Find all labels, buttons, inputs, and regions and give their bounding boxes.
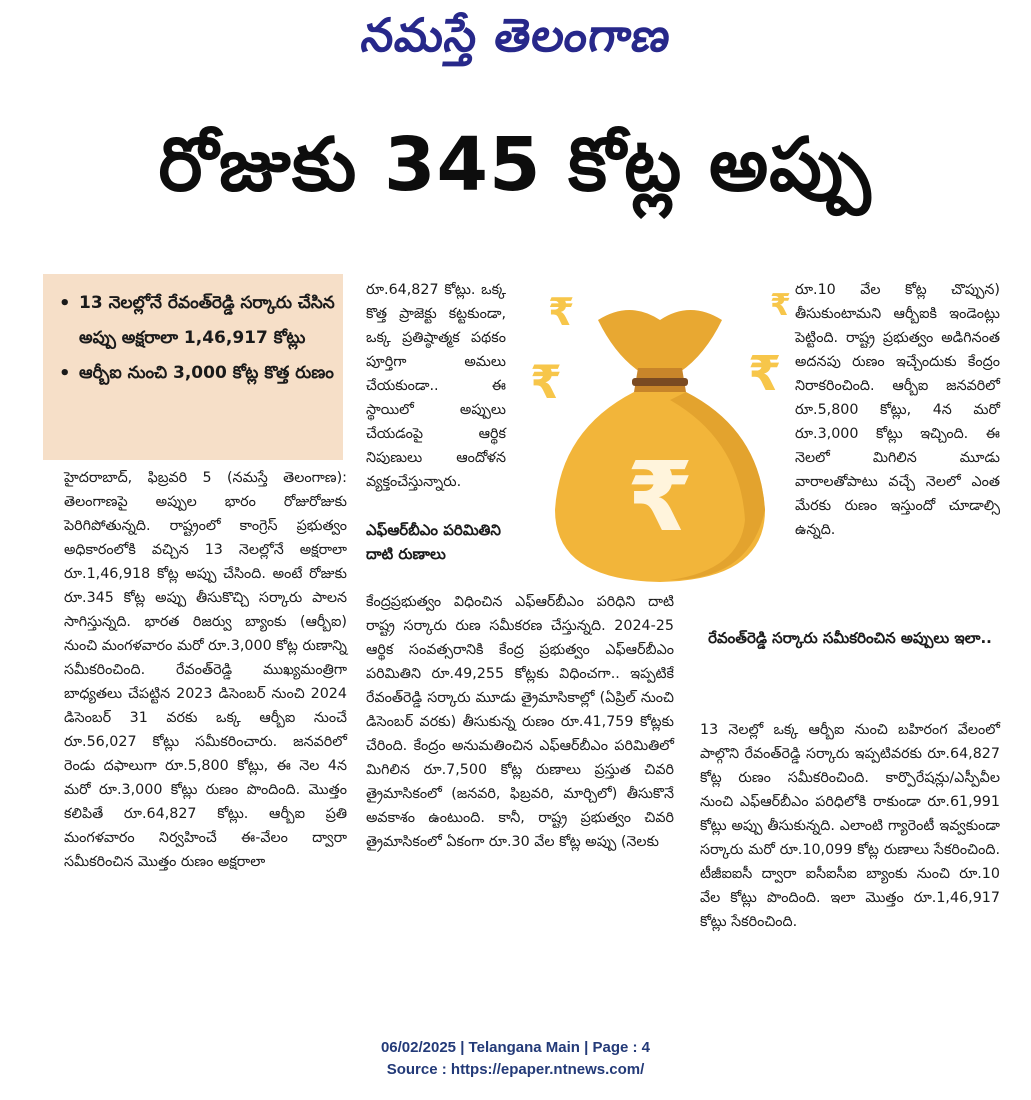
article-column-1	[64, 466, 347, 874]
highlight-item	[57, 356, 335, 391]
subheading-loans-summary: రేవంత్‌రెడ్డి సర్కారు సమీకరించిన అప్పులు ఇలా..	[708, 629, 992, 647]
article-headline: రోజుకు 345 కోట్ల అప్పు	[158, 122, 872, 208]
article-column-2-top	[366, 278, 506, 494]
page-footer	[0, 1037, 1031, 1081]
article-column-3-top	[795, 278, 1000, 542]
article-column-2-bottom	[366, 590, 674, 854]
masthead-logo-text: నమస్తే తెలంగాణ	[357, 8, 675, 62]
body-text: హైదరాబాద్, ఫిబ్రవరి 5 (నమస్తే తెలంగాణ): తెలంగాణపై అప్పుల భారం రోజురోజుకు పెరిగిపోతున్నది. రాష్ట్రంలో కాంగ్రెస్ ప్రభుత్వం అధికారంలోకి వచ్చిన 13 నెలల్లోనే అక్షరాలా రూ.1,46,918 కోట్ల అప్పు చేసింది. అంటే రోజుకు రూ.345 కోట్ల అప్పు తీసుకొచ్చి సర్కారు పాలన సాగిస్తున్నది. భారత రిజర్వు బ్యాంకు (ఆర్బీఐ) నుంచి మంగళవారం మరో రూ.3,000 కోట్ల రుణాన్ని సమీకరించింది. రేవంత్‌రెడ్డి ముఖ్యమంత్రిగా బాధ్యతలు చేపట్టిన 2023 డిసెంబర్ నుంచి 2024 డిసెంబర్ 31 వరకు ఒక్క ఆర్బీఐ నుంచే రూ.56,027 కోట్లు సమీకరించారు. జనవరిలో రెండు దఫాలుగా రూ.5,800 కోట్లు, ఈ నెల 4న మరో రూ.3,000 కోట్లు రుణం పొందింది. మొత్తం కలిపితే రూ.64,827 కోట్లు. ఆర్బీఐ ప్రతి మంగళవారం నిర్వహించే ఈ-వేలం ద్వారా సమీకరించిన మొత్తం రుణం అక్షరాలా	[64, 470, 347, 870]
footer-date-page: 06/02/2025 | Telangana Main | Page : 4	[380, 1039, 651, 1056]
highlights-box	[43, 274, 343, 460]
highlight-item	[57, 286, 335, 356]
body-text: కేంద్రప్రభుత్వం విధించిన ఎఫ్ఆర్‌బీఎం పరిధిని దాటి రాష్ట్ర సర్కారు రుణ సమీకరణ చేస్తున్నది. 2024-25 ఆర్థిక సంవత్సరానికి కేంద్ర ప్రభుత్వం ఎఫ్ఆర్‌బీఎం పరిమితిని రూ.49,255 కోట్లకు విధించగా.. ఇప్పటికే రేవంత్‌రెడ్డి సర్కారు మూడు త్రైమాసికాల్లో (ఏప్రిల్ నుంచి డిసెంబర్ వరకు) తీసుకున్న రుణం రూ.41,759 కోట్లకు చేరింది. కేంద్రం అనుమతించిన ఎఫ్ఆర్‌బీఎం పరిమితిలో మిగిలిన రూ.7,500 కోట్ల రుణాలు ప్రస్తుత చివరి త్రైమాసికంలో (జనవరి, ఫిబ్రవరి, మార్చిలో) తీసుకొనే అవకాశం ఉంటుంది. కానీ, రాష్ట్ర ప్రభుత్వం చివరి త్రైమాసికంలో ఏకంగా రూ.30 వేల కోట్ల అప్పు (నెలకు	[366, 594, 674, 850]
highlight-text: ఆర్బీఐ నుంచి 3,000 కోట్ల కొత్త రుణం	[79, 363, 334, 383]
svg-text:₹: ₹	[770, 288, 791, 323]
article-column-3-bottom	[700, 718, 1000, 934]
money-bag-illustration	[520, 280, 800, 590]
newspaper-masthead	[0, 8, 1031, 78]
body-text: రూ.10 వేల కోట్ల చొప్పున) తీసుకుంటామని ఆర్బీఐకి ఇండెంట్లు పెట్టింది. రాష్ట్ర ప్రభుత్వం అడిగినంత అదనపు రుణం ఇచ్చేందుకు కేంద్రం నిరాకరించింది. ఆర్బీఐ జనవరిలో రూ.5,800 కోట్లు, 4న మరో రూ.3,000 కోట్లు ఇచ్చింది. ఈ నెలలో మిగిలిన మూడు వారాలతోపాటు వచ్చే నెలలో ఎంత మేరకు రుణం ఇస్తుందో చూడాల్సి ఉన్నది.	[795, 282, 1000, 538]
svg-text:₹: ₹	[548, 290, 575, 334]
rupee-icon: ₹	[626, 441, 694, 553]
body-text: 13 నెలల్లో ఒక్క ఆర్బీఐ నుంచి బహిరంగ వేలంలో పాల్గొని రేవంత్‌రెడ్డి సర్కారు ఇప్పటివరకు రూ.64,827 కోట్ల రుణం సమీకరించింది. కార్పొరేషన్లు/ఎస్పీవీల నుంచి ఎఫ్ఆర్‌బీఎం పరిధిలోకి రాకుండా రూ.61,991 కోట్లు అప్పు తీసుకున్నది. ఎలాంటి గ్యారెంటీ ఇవ్వకుండా సర్కారు మరో రూ.10,099 కోట్ల రుణాలు సేకరించింది. టీజీఐఐసీ ద్వారా ఐసీఐసీఐ బ్యాంకు నుంచి రూ.10 వేల కోట్లు పొందింది. ఇలా మొత్తం రూ.1,46,917 కోట్లు సేకరించింది.	[700, 722, 1000, 930]
subheading-frbm: ఎఫ్ఆర్‌బీఎం పరిమితిని దాటి రుణాలు	[366, 521, 501, 563]
svg-text:₹: ₹	[748, 346, 782, 402]
bullet-icon: •	[59, 363, 71, 384]
highlight-text: 13 నెలల్లోనే రేవంత్‌రెడ్డి సర్కారు చేసిన అప్పు అక్షరాలా 1,46,917 కోట్లు	[79, 293, 335, 348]
body-text: రూ.64,827 కోట్లు. ఒక్క కొత్త ప్రాజెక్టు కట్టకుండా, ఒక్క ప్రతిష్ఠాత్మక పథకం పూర్తిగా అమలు చేయకుండా.. ఈ స్థాయిలో అప్పులు చేయడంపై ఆర్థిక నిపుణులు ఆందోళన వ్యక్తంచేస్తున్నారు.	[366, 282, 506, 490]
bullet-icon: •	[59, 293, 71, 314]
svg-text:₹: ₹	[530, 355, 563, 409]
footer-source-link[interactable]: Source : https://epaper.ntnews.com/	[386, 1061, 645, 1078]
